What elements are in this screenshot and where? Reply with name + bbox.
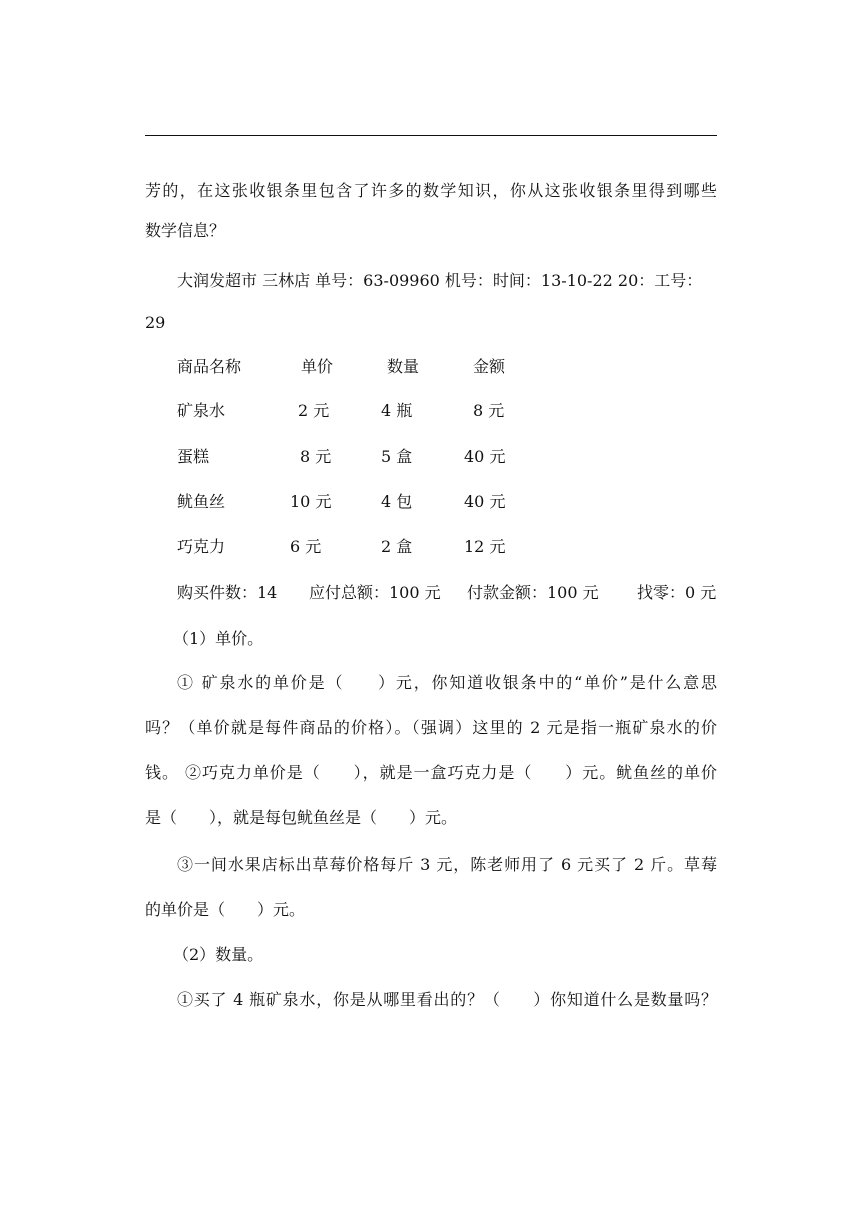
table-cell: 鱿鱼丝 [177, 492, 226, 511]
receipt-header-line-2: 29 [145, 313, 166, 332]
intro-line-1: 芳的，在这张收银条里包含了许多的数学知识，你从这张收银条里得到哪些 [145, 181, 717, 200]
table-cell: 8 元 [300, 447, 332, 466]
question-text: ）你知道什么是数量吗？ [532, 990, 717, 1009]
question-text: ①买了 4 瓶矿泉水，你是从哪里看出的？（ [177, 990, 501, 1009]
table-cell: 2 元 [298, 401, 330, 420]
question-text: ）元。鱿鱼丝的单价 [564, 763, 717, 782]
question-3-line-1: ③一间水果店标出草莓价格每斤 3 元，陈老师用了 6 元买了 2 斤。草莓 [177, 855, 717, 874]
table-cell: 2 盒 [381, 537, 413, 556]
summary-total-due: 应付总额：100 元 [309, 583, 441, 602]
table-cell: 8 元 [473, 401, 505, 420]
table-cell: 4 瓶 [381, 401, 413, 420]
column-header-price: 单价 [301, 357, 334, 376]
section-1-title: （1）单价。 [173, 629, 264, 648]
question-text: 是（ [145, 808, 178, 827]
question-1-line-3 [145, 763, 717, 783]
receipt-header-line-1: 大润发超市 三林店 单号：63-09960 机号：时间：13-10-22 20：工号： [177, 271, 703, 290]
question-text: 钱。 ②巧克力单价是（ [145, 763, 321, 782]
summary-item-count: 购买件数：14 [177, 583, 278, 602]
table-cell: 6 元 [290, 537, 322, 556]
table-cell: 40 元 [464, 492, 506, 511]
table-cell: 巧克力 [177, 537, 226, 556]
question-text: ）元。 [409, 808, 458, 827]
summary-amount-paid: 付款金额：100 元 [467, 583, 599, 602]
table-cell: 5 盒 [381, 447, 413, 466]
question-text: ）元，你知道收银条中的“单价”是什么意思 [376, 673, 717, 692]
table-cell: 10 元 [290, 492, 332, 511]
section-2-question-1-line-1 [177, 990, 717, 1010]
question-text: ）元。 [257, 900, 306, 919]
question-1-line-4 [145, 808, 717, 828]
question-1-line-2: 吗？（单价就是每件商品的价格）。（强调）这里的 2 元是指一瓶矿泉水的价 [145, 718, 717, 737]
question-text: 的单价是（ [145, 900, 226, 919]
section-2-title: （2）数量。 [173, 945, 264, 964]
table-cell: 4 包 [381, 492, 413, 511]
column-header-name: 商品名称 [177, 357, 242, 376]
table-cell: 40 元 [464, 447, 506, 466]
question-text: ），就是一盒巧克力是（ [352, 763, 533, 782]
question-3-line-2 [145, 900, 717, 920]
question-text: ），就是每包鱿鱼丝是（ [209, 808, 378, 827]
intro-line-2: 数学信息？ [145, 221, 226, 240]
column-header-amount: 金额 [473, 357, 506, 376]
table-cell: 12 元 [464, 537, 506, 556]
question-1-line-1 [177, 673, 717, 693]
table-cell: 蛋糕 [177, 447, 210, 466]
question-text: ① 矿泉水的单价是（ [177, 673, 345, 692]
column-header-quantity: 数量 [387, 357, 420, 376]
header-rule [145, 135, 717, 136]
summary-change: 找零：0 元 [637, 583, 717, 602]
table-cell: 矿泉水 [177, 401, 226, 420]
